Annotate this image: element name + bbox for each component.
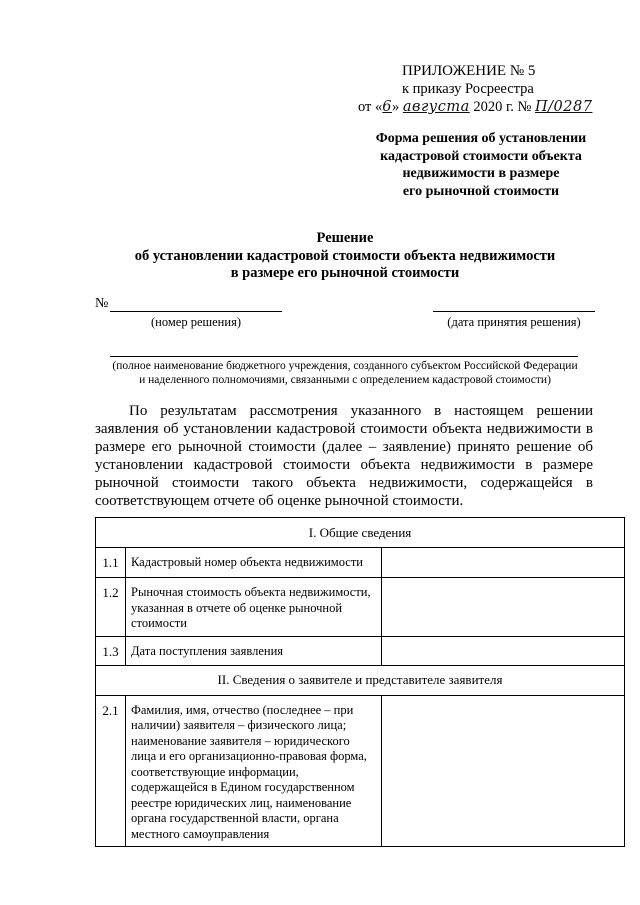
date-year: 2020 г. № xyxy=(473,99,532,115)
table-row xyxy=(96,695,625,847)
decision-number-caption: (номер решения) xyxy=(151,315,241,329)
table-row xyxy=(96,578,625,637)
decision-title-line: об установлении кадастровой стоимости объекта недвижимости xyxy=(134,247,556,264)
section-1-title: I. Общие сведения xyxy=(96,518,625,548)
body-paragraph: По результатам рассмотрения указанного в настоящем решении заявления об установлении кадастровой стоимости объекта недвижимости в размере его рыночной стоимости (далее – заявление) принято решение об установлении кадастровой стоимости объекта недвижимости в размере рыночной стоимости такого объекта недвижимости, содержащейся в соответствующем отчете об оценке рыночной стоимости. xyxy=(95,403,593,509)
decision-date-caption: (дата принятия решения) xyxy=(447,315,581,329)
form-title-line: его рыночной стоимости xyxy=(402,183,560,199)
appendix-date-line xyxy=(340,98,620,116)
date-month: августа xyxy=(402,99,470,115)
row-number: 1.1 xyxy=(96,548,126,578)
date-mid: » xyxy=(392,99,400,115)
organization-caption-line: и наделенного полномочиями, связанными с определением кадастровой стоимости) xyxy=(139,374,551,386)
decision-date-field xyxy=(433,311,595,312)
table-row xyxy=(96,548,625,578)
decision-number-field xyxy=(110,311,282,312)
form-title-line: недвижимости в размере xyxy=(402,166,560,181)
row-description: Рыночная стоимость объекта недвижимости, указанная в отчете об оценке рыночной стоимости xyxy=(126,578,382,637)
row-value xyxy=(382,636,625,665)
section-header-row xyxy=(96,665,625,695)
form-title-line: кадастровой стоимости объекта xyxy=(380,148,582,164)
info-table xyxy=(95,517,625,847)
row-number: 1.2 xyxy=(96,578,126,637)
decision-title-line: в размере его рыночной стоимости xyxy=(230,265,460,281)
row-description: Дата поступления заявления xyxy=(126,636,382,665)
appendix-title: ПРИЛОЖЕНИЕ № 5 xyxy=(402,63,536,79)
row-value xyxy=(382,548,625,578)
appendix-block xyxy=(340,62,620,116)
organization-name-field xyxy=(110,356,578,357)
date-day: 6 xyxy=(382,99,393,115)
row-description: Фамилия, имя, отчество (последнее – при наличии) заявителя – физического лица; наименование заявителя – юридического лица и его организационно-правовая форма, соответствующие информации, содержащейся в Едином государственном реестре юридических лиц, наименование органа государственной власти, органа местного самоуправления xyxy=(126,695,382,847)
decision-title xyxy=(60,230,630,283)
form-title xyxy=(340,130,622,200)
row-value xyxy=(382,578,625,637)
row-number: 2.1 xyxy=(96,695,126,847)
decision-title-line: Решение xyxy=(316,230,374,246)
organization-caption xyxy=(85,359,605,387)
row-description: Кадастровый номер объекта недвижимости xyxy=(126,548,382,578)
date-prefix: от « xyxy=(358,99,383,115)
table-row xyxy=(96,636,625,665)
organization-caption-line: (полное наименование бюджетного учреждения, созданного субъектом Российской Федерации xyxy=(112,360,578,372)
section-header-row xyxy=(96,518,625,548)
form-title-line: Форма решения об установлении xyxy=(375,131,587,146)
order-number: П/0287 xyxy=(535,99,593,115)
row-value xyxy=(382,695,625,847)
number-sign: № xyxy=(95,296,109,311)
appendix-order-ref: к приказу Росреестра xyxy=(402,81,534,97)
row-number: 1.3 xyxy=(96,636,126,665)
section-2-title: II. Сведения о заявителе и представителе заявителя xyxy=(96,665,625,695)
